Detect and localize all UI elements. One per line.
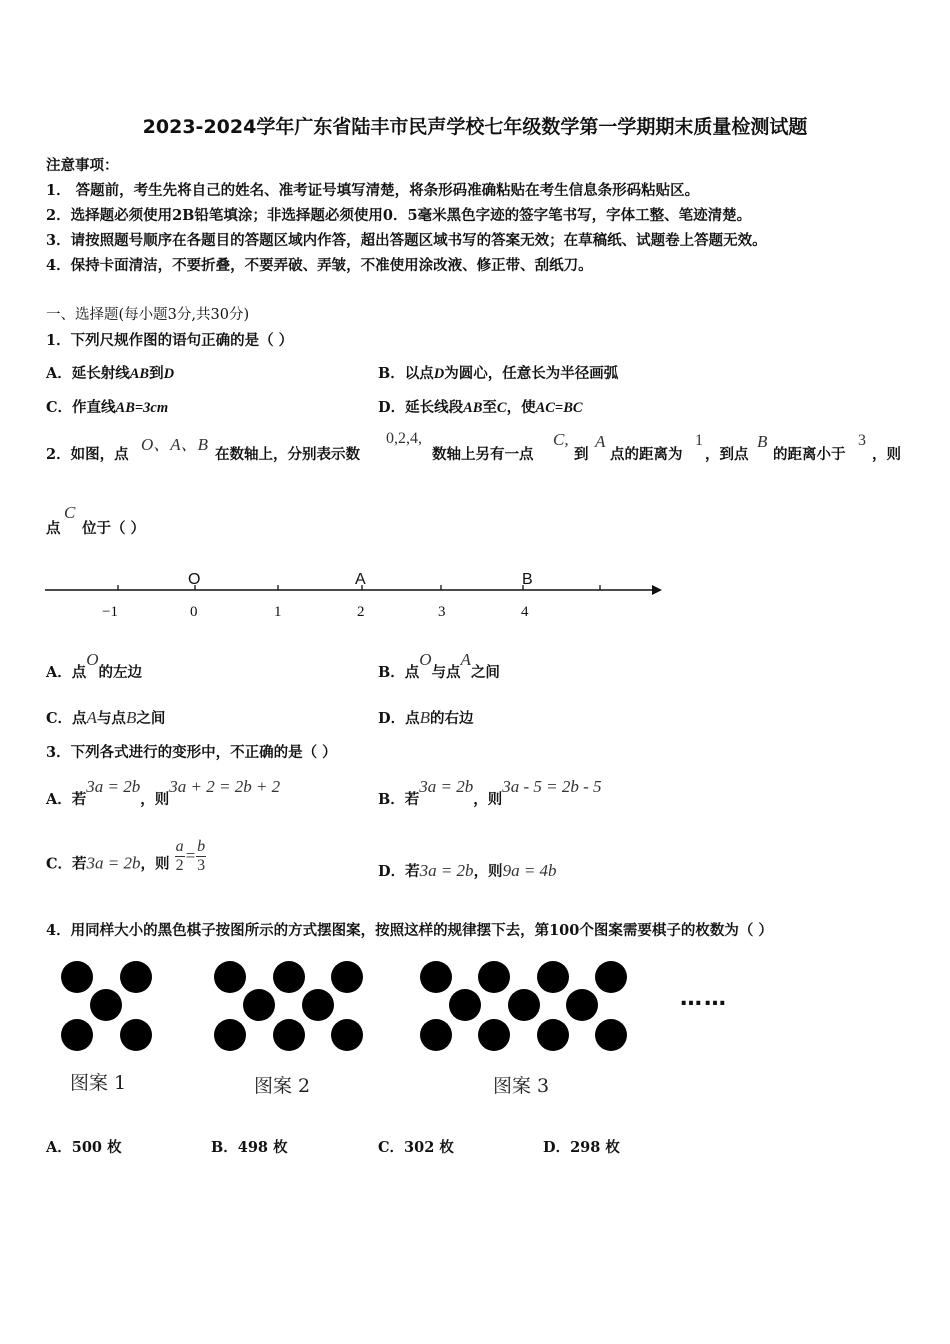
axis-letter-a: A — [355, 571, 366, 588]
stone — [537, 961, 569, 993]
stone — [449, 989, 481, 1021]
notice-item-2: 2．选择题必须使用2B铅笔填涂；非选择题必须使用0．5毫米黑色字迹的签字笔书写，字体工整、笔迹清楚。 — [46, 207, 752, 224]
q4-stem: 4．用同样大小的黑色棋子按图所示的方式摆图案，按照这样的规律摆下去，第100个图案需要棋子的枚数为（ ） — [46, 922, 773, 939]
axis-letter-b: B — [522, 571, 533, 588]
fraction-a-over-2: $\frac{a}{2}$ — [175, 838, 184, 874]
stone — [214, 1019, 246, 1051]
axis-arrow — [652, 585, 662, 595]
q2-option-b: B．点O与点A之间 — [378, 650, 500, 681]
tick-label-3: 3 — [438, 604, 446, 620]
stone — [120, 961, 152, 993]
section-heading: 一、选择题(每小题3分,共30分) — [46, 307, 250, 323]
q1-option-a: A．延长射线AB到D — [46, 365, 175, 382]
q1-option-c: C．作直线AB=3cm — [46, 399, 169, 416]
q2-stem-2: 在数轴上，分别表示数 — [215, 446, 360, 463]
q4-option-a: A．500 枚 — [46, 1139, 122, 1156]
pattern-label-2: 图案 2 — [254, 1075, 311, 1097]
notice-item-3: 3．请按照题号顺序在各题目的答题区域内作答，超出答题区域书写的答案无效；在草稿纸、试题卷上答题无效。 — [46, 232, 767, 249]
q1-option-d: D．延长线段AB至C，使AC=BC — [378, 399, 583, 416]
stone — [595, 961, 627, 993]
q2-line2-post: 位于（ ） — [82, 520, 146, 537]
q2-stem-7: 的距离小于 — [773, 446, 846, 463]
notice-item-1: 1． 答题前，考生先将自己的姓名、准考证号填写清楚，将条形码准确粘贴在考生信息条形码粘贴区。 — [46, 182, 700, 199]
q2-stem-3: 数轴上另有一点 — [432, 446, 534, 463]
q2-stem-8: ，则 — [872, 446, 901, 463]
q2-stem-4: 到 — [574, 446, 589, 463]
pattern-label-1: 图案 1 — [70, 1072, 127, 1094]
stone — [214, 961, 246, 993]
q2-stem-6: ，到点 — [705, 446, 749, 463]
stone — [420, 1019, 452, 1051]
tick-label-neg1: −1 — [102, 604, 118, 620]
number-line — [40, 560, 670, 630]
q2-point-a: A — [595, 432, 606, 451]
stone — [273, 961, 305, 993]
stone — [61, 1019, 93, 1051]
stone — [90, 989, 122, 1021]
q2-option-c: C．点A与点B之间 — [46, 708, 166, 727]
q3-option-a: A．若3a = 2b，则3a + 2 = 2b + 2 — [46, 777, 281, 808]
q4-option-c: C．302 枚 — [378, 1139, 454, 1156]
stone — [61, 961, 93, 993]
q4-option-b: B．498 枚 — [211, 1139, 288, 1156]
notice-heading: 注意事项： — [46, 157, 119, 174]
stone — [420, 961, 452, 993]
pattern-ellipsis: …… — [680, 986, 728, 1011]
q1-stem: 1．下列尺规作图的语句正确的是（ ） — [46, 332, 294, 349]
q2-option-a: A．点O的左边 — [46, 650, 143, 681]
q2-distance-1: 1 — [695, 432, 703, 449]
q2-point-c: C, — [553, 430, 569, 449]
stone — [331, 1019, 363, 1051]
q2-line2-point: C — [64, 503, 76, 522]
stone — [120, 1019, 152, 1051]
pattern-figure — [50, 955, 770, 1065]
stone — [243, 989, 275, 1021]
q3-stem: 3．下列各式进行的变形中，不正确的是（ ） — [46, 744, 337, 761]
notice-item-4: 4．保持卡面清洁，不要折叠，不要弄破、弄皱，不准使用涂改液、修正带、刮纸刀。 — [46, 257, 593, 274]
stone — [478, 1019, 510, 1051]
q2-stem-5: 点的距离为 — [610, 446, 683, 463]
stone — [478, 961, 510, 993]
page-title: 2023-2024学年广东省陆丰市民声学校七年级数学第一学期期末质量检测试题 — [142, 116, 808, 138]
q2-option-d: D．点B的右边 — [378, 708, 474, 727]
q4-option-d: D．298 枚 — [543, 1139, 620, 1156]
tick-label-0: 0 — [190, 604, 198, 620]
stone — [302, 989, 334, 1021]
q3-option-d: D．若3a = 2b，则9a = 4b — [378, 861, 557, 880]
fraction-b-over-3: $\frac{b}{3}$ — [197, 838, 206, 874]
stone — [595, 1019, 627, 1051]
q3-option-c: C．若3a = 2b，则 $\frac{a}{2}$ = $\frac{b}{3}$ — [46, 838, 206, 874]
stone — [273, 1019, 305, 1051]
q1-option-b: B．以点D为圆心，任意长为半径画弧 — [378, 365, 619, 382]
q2-point-b: B — [757, 432, 768, 451]
stone — [537, 1019, 569, 1051]
tick-label-2: 2 — [357, 604, 365, 620]
q2-line2-pre: 点 — [46, 520, 61, 537]
tick-label-4: 4 — [521, 604, 529, 620]
q3-option-b: B．若3a = 2b，则3a - 5 = 2b - 5 — [378, 777, 602, 808]
tick-label-1: 1 — [274, 604, 282, 620]
stone — [508, 989, 540, 1021]
q2-distance-3: 3 — [858, 432, 866, 449]
stone — [331, 961, 363, 993]
q2-stem-1: 2．如图，点 — [46, 446, 129, 463]
q2-numbers: 0,2,4, — [386, 430, 422, 447]
q2-points: O、A、B — [141, 435, 209, 454]
axis-letter-o: O — [188, 571, 201, 588]
stone — [566, 989, 598, 1021]
pattern-label-3: 图案 3 — [493, 1075, 550, 1097]
